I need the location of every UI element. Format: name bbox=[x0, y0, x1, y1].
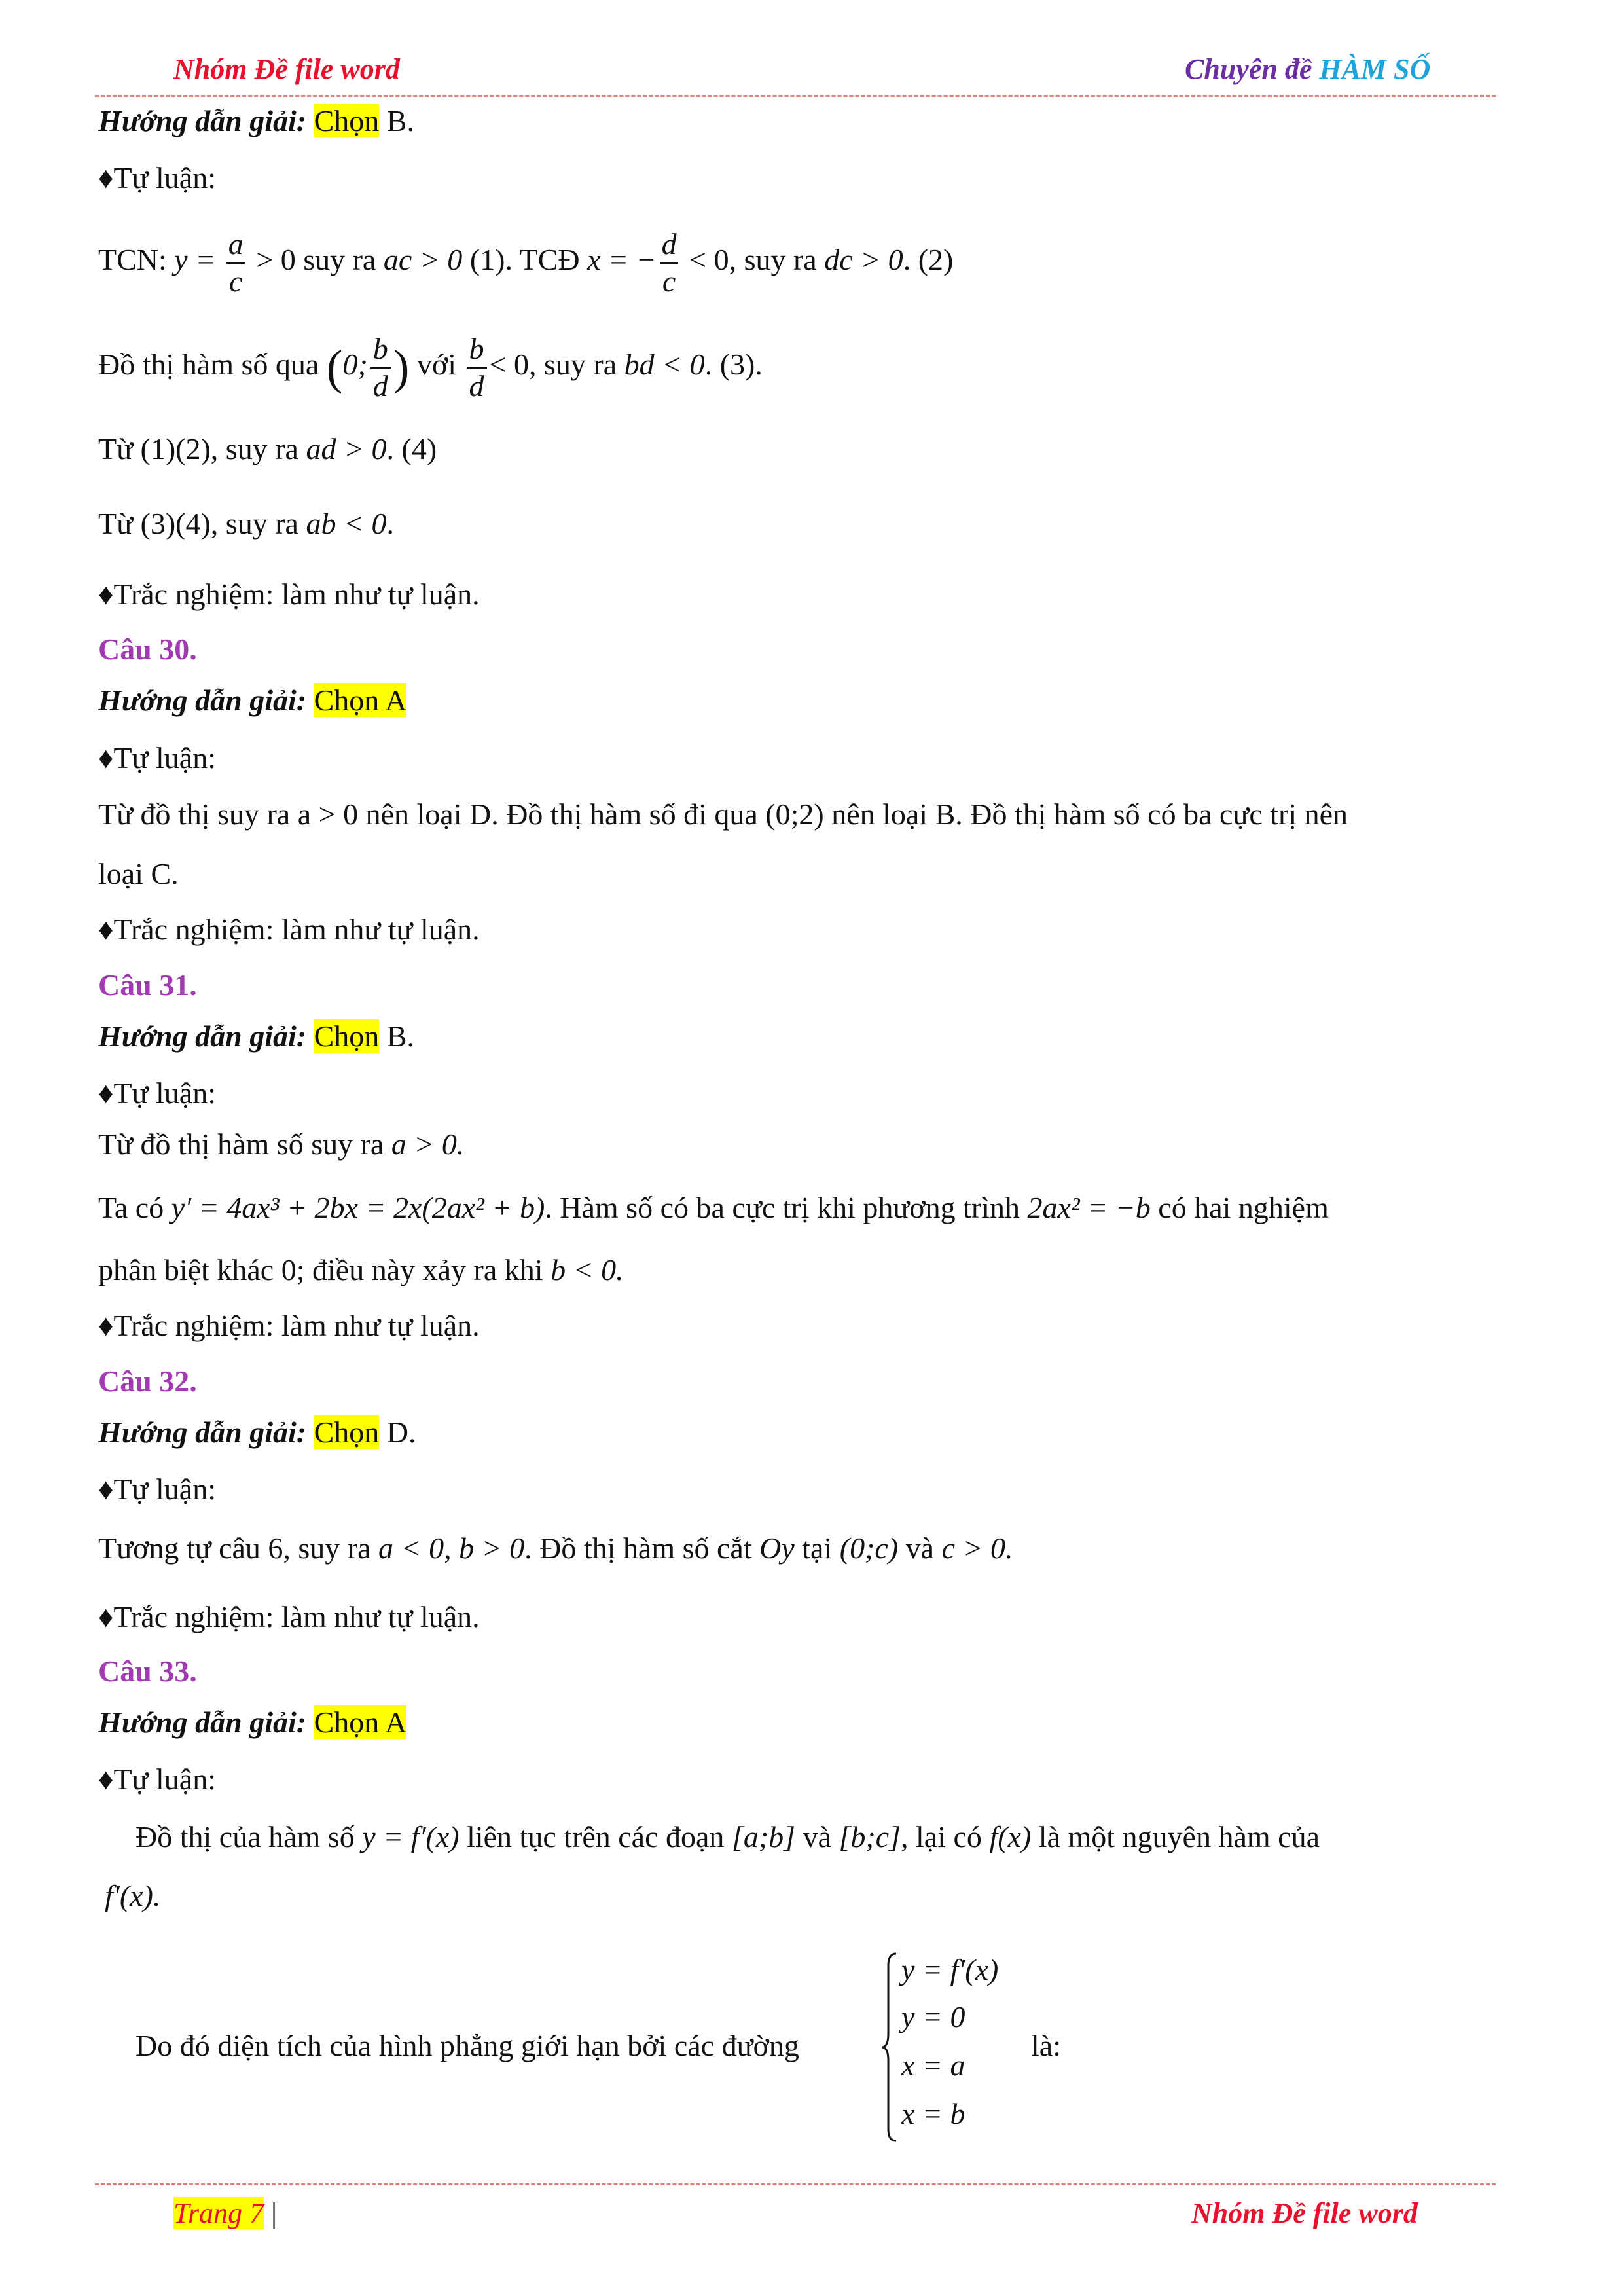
q29-line4 bbox=[98, 504, 394, 543]
text: . (2) bbox=[903, 243, 954, 277]
text: . Đồ thị hàm số cắt bbox=[524, 1531, 752, 1565]
q30-tuluan: ♦Tự luận: bbox=[98, 741, 216, 774]
text: liên tục trên các đoạn bbox=[467, 1820, 725, 1853]
text: . (4) bbox=[386, 432, 437, 465]
q31-guide bbox=[98, 1017, 414, 1056]
math: 0; bbox=[342, 348, 368, 382]
text: phân biệt khác 0; điều này xảy ra khi bbox=[98, 1253, 543, 1286]
math: a > 0. bbox=[391, 1127, 465, 1161]
math: f(x) bbox=[989, 1820, 1032, 1853]
choice-letter: A bbox=[379, 683, 407, 717]
paren-close: ) bbox=[393, 340, 410, 395]
guide-label: Hướng dẫn giải: bbox=[98, 1705, 307, 1739]
q33-line1 bbox=[135, 1817, 1320, 1857]
choice-highlight: Chọn bbox=[314, 104, 380, 137]
fraction bbox=[467, 334, 487, 401]
text: Từ (1)(2), suy ra bbox=[98, 432, 298, 465]
text: Từ (3)(4), suy ra bbox=[98, 507, 298, 540]
denominator: c bbox=[226, 262, 245, 297]
guide-label: Hướng dẫn giải: bbox=[98, 1415, 307, 1449]
q29-tracnghiem: ♦Trắc nghiệm: làm như tự luận. bbox=[98, 577, 480, 611]
system-eq-4: x = b bbox=[901, 2097, 965, 2130]
text: < 0, suy ra bbox=[489, 348, 617, 382]
text: Đồ thị của hàm số bbox=[135, 1820, 355, 1853]
fraction bbox=[226, 229, 246, 297]
text: > 0 suy ra bbox=[256, 243, 376, 277]
math: b > 0 bbox=[459, 1531, 525, 1565]
text: . Hàm số có ba cực trị khi phương trình bbox=[545, 1191, 1020, 1224]
q31-line2 bbox=[98, 1188, 1329, 1228]
q32-guide bbox=[98, 1413, 416, 1452]
guide-label: Hướng dẫn giải: bbox=[98, 1019, 307, 1053]
q32-line1 bbox=[98, 1529, 1013, 1568]
guide-label: Hướng dẫn giải: bbox=[98, 683, 307, 717]
q32-tracnghiem: ♦Trắc nghiệm: làm như tự luận. bbox=[98, 1600, 480, 1633]
text: có hai nghiệm bbox=[1158, 1191, 1329, 1224]
math: y = f′(x) bbox=[362, 1820, 460, 1853]
q31-tracnghiem: ♦Trắc nghiệm: làm như tự luận. bbox=[98, 1309, 480, 1342]
footer-page bbox=[173, 2196, 277, 2230]
math: x = − bbox=[587, 243, 657, 277]
footer-right: Nhóm Đề file word bbox=[1191, 2197, 1418, 2229]
choice-highlight: Chọn bbox=[314, 1019, 380, 1053]
q29-guide bbox=[98, 101, 414, 141]
numerator: a bbox=[228, 227, 244, 261]
numerator: b bbox=[372, 332, 388, 365]
header-right bbox=[1185, 52, 1430, 86]
math: (0;c) bbox=[839, 1531, 899, 1565]
q31-tuluan: ♦Tự luận: bbox=[98, 1076, 216, 1110]
q33-line2: f′(x). bbox=[105, 1879, 161, 1912]
choice-letter: A bbox=[379, 1705, 407, 1739]
q30-line1: Từ đồ thị suy ra a > 0 nên loại D. Đồ thị hàm số đi qua (0;2) nên loại B. Đồ thị hàm số có ba cực trị nên bbox=[98, 797, 1348, 831]
equation-system bbox=[880, 1952, 1051, 2142]
text: tại bbox=[802, 1531, 833, 1565]
denominator: c bbox=[660, 262, 678, 297]
fraction bbox=[370, 334, 391, 401]
header-rule bbox=[95, 95, 1496, 97]
q31-title: Câu 31. bbox=[98, 968, 197, 1002]
header-right-prefix: Chuyên đề bbox=[1185, 53, 1312, 85]
text: TCN: bbox=[98, 243, 167, 277]
choice-letter: B. bbox=[379, 1019, 414, 1053]
q33-line3: Do đó diện tích của hình phẳng giới hạn bởi các đường bbox=[135, 2029, 799, 2062]
math: bd < 0 bbox=[624, 348, 705, 382]
text: . TCĐ bbox=[505, 243, 580, 277]
left-brace-icon bbox=[880, 1952, 897, 2142]
q30-tracnghiem: ♦Trắc nghiệm: làm như tự luận. bbox=[98, 913, 480, 946]
q33-tuluan: ♦Tự luận: bbox=[98, 1762, 216, 1796]
text: , bbox=[444, 1531, 452, 1565]
text: với bbox=[416, 348, 457, 382]
fraction bbox=[659, 229, 679, 297]
choice-word: Chọn bbox=[314, 1705, 380, 1739]
q33-title: Câu 33. bbox=[98, 1654, 197, 1688]
q29-line2 bbox=[98, 334, 763, 401]
q31-line3 bbox=[98, 1250, 624, 1290]
footer-separator: | bbox=[271, 2197, 277, 2229]
choice-highlight: Chọn bbox=[314, 1415, 380, 1449]
text: . bbox=[386, 507, 394, 540]
text: , lại có bbox=[901, 1820, 982, 1853]
math: [a;b] bbox=[731, 1820, 796, 1853]
text: . (3). bbox=[704, 348, 763, 382]
page-number: Trang 7 bbox=[173, 2197, 264, 2229]
math: [b;c] bbox=[839, 1820, 901, 1853]
math: ab < 0 bbox=[306, 507, 387, 540]
q29-tuluan: ♦Tự luận: bbox=[98, 161, 216, 194]
choice-letter: B. bbox=[379, 104, 414, 137]
header-right-highlight: HÀM SỐ bbox=[1319, 53, 1431, 85]
numerator: b bbox=[469, 332, 484, 365]
q31-line1 bbox=[98, 1125, 464, 1164]
q29-line1 bbox=[98, 229, 953, 297]
text: < 0, suy ra bbox=[689, 243, 817, 277]
q33-line3-tail: là: bbox=[1031, 2029, 1061, 2062]
choice-highlight bbox=[314, 1705, 407, 1739]
choice-letter: D. bbox=[379, 1415, 416, 1449]
q32-title: Câu 32. bbox=[98, 1364, 197, 1398]
text: là một nguyên hàm của bbox=[1038, 1820, 1320, 1853]
choice-word: Chọn bbox=[314, 683, 380, 717]
text: và bbox=[905, 1531, 935, 1565]
math: 2ax² = −b bbox=[1027, 1191, 1151, 1224]
q30-line2: loại C. bbox=[98, 857, 179, 890]
paren-open: ( bbox=[326, 340, 343, 395]
text: và bbox=[803, 1820, 831, 1853]
math: ad > 0 bbox=[306, 432, 387, 465]
denominator: d bbox=[467, 367, 487, 401]
system-eq-3: x = a bbox=[901, 2049, 965, 2082]
system-eq-2: y = 0 bbox=[901, 2000, 965, 2033]
numerator: d bbox=[661, 227, 677, 261]
text: Từ đồ thị hàm số suy ra bbox=[98, 1127, 384, 1161]
math: dc > 0 bbox=[824, 243, 903, 277]
q33-guide bbox=[98, 1703, 406, 1742]
q29-line3 bbox=[98, 429, 437, 469]
text: Ta có bbox=[98, 1191, 164, 1224]
choice-highlight bbox=[314, 683, 407, 717]
q32-tuluan: ♦Tự luận: bbox=[98, 1472, 216, 1506]
q30-guide bbox=[98, 681, 406, 720]
math: b < 0. bbox=[550, 1253, 624, 1286]
math: c > 0. bbox=[941, 1531, 1013, 1565]
header-left: Nhóm Đề file word bbox=[173, 53, 400, 85]
q30-title: Câu 30. bbox=[98, 632, 197, 666]
math: y = bbox=[174, 243, 216, 277]
math: Oy bbox=[759, 1531, 795, 1565]
denominator: d bbox=[370, 367, 391, 401]
math: a < 0 bbox=[378, 1531, 444, 1565]
text: (1) bbox=[469, 243, 505, 277]
system-eq-1: y = f′(x) bbox=[901, 1953, 999, 1986]
footer-rule bbox=[95, 2183, 1496, 2185]
text: Tương tự câu 6, suy ra bbox=[98, 1531, 371, 1565]
text: Đồ thị hàm số qua bbox=[98, 348, 319, 382]
math: y′ = 4ax³ + 2bx = 2x(2ax² + b) bbox=[171, 1191, 545, 1224]
math: ac > 0 bbox=[383, 243, 463, 277]
guide-label: Hướng dẫn giải: bbox=[98, 104, 307, 137]
